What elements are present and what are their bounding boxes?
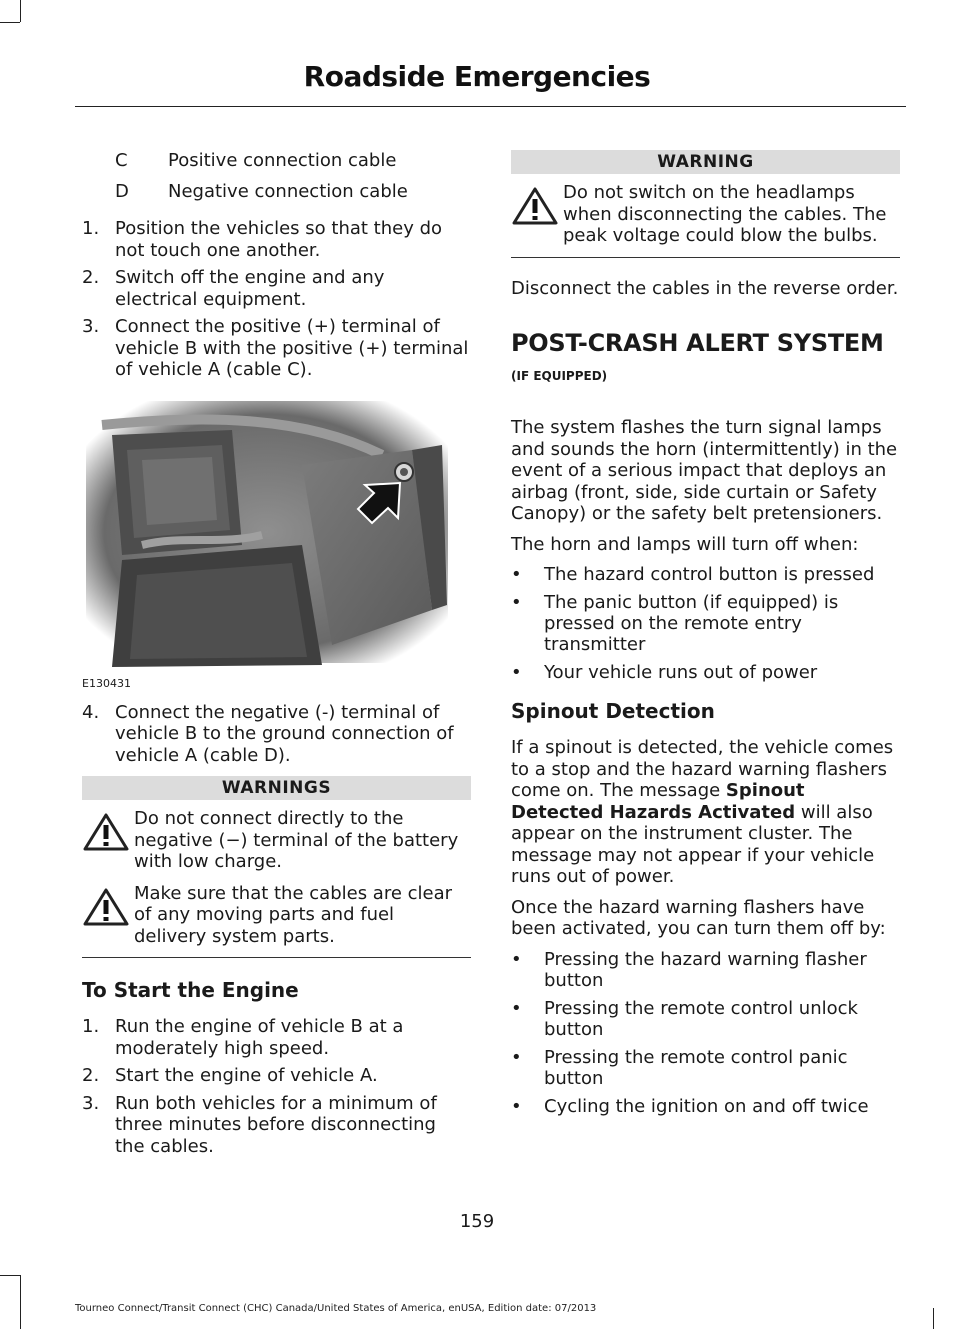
- step-number: 3.: [82, 1092, 100, 1114]
- warnings-heading: WARNINGS: [82, 776, 471, 800]
- page-title: Roadside Emergencies: [303, 60, 651, 93]
- legend-list: [82, 150, 471, 202]
- legend-label: Positive connection cable: [168, 150, 397, 171]
- warning-heading: WARNING: [511, 150, 900, 174]
- step-text: Run the engine of vehicle B at a moderately high speed.: [115, 1016, 404, 1059]
- list-item: [511, 592, 900, 655]
- step-text: Position the vehicles so that they do not touch one another.: [115, 218, 443, 261]
- body-text: Once the hazard warning flashers have been activated, you can turn them off by:: [511, 896, 886, 939]
- step-number: 2.: [82, 1065, 100, 1086]
- warning-text: Do not switch on the headlamps when disconnecting the cables. The peak voltage could blow the bulbs.: [563, 182, 887, 246]
- legend-item: [82, 181, 471, 202]
- crop-mark: [20, 0, 21, 22]
- header-divider: [75, 106, 906, 107]
- bullet-text: Your vehicle runs out of power: [544, 662, 818, 683]
- warning-text: Make sure that the cables are clear of any moving parts and fuel delivery system parts.: [134, 882, 453, 947]
- step-number: 4.: [82, 701, 100, 723]
- warning-text: Do not connect directly to the negative (−) terminal of the battery with low charge.: [134, 808, 459, 872]
- body-text: The system flashes the turn signal lamps and sounds the horn (intermittently) in the event of a serious impact that deploys an airbag (front, side, side curtain or Safety Canopy) or the safety belt pretensioners.: [511, 417, 898, 524]
- legend-key: D: [115, 181, 129, 202]
- bullet-icon: •: [511, 592, 522, 613]
- bullet-text: The hazard control button is pressed: [544, 564, 875, 585]
- bullet-icon: •: [511, 997, 522, 1019]
- bullet-text: Pressing the hazard warning flasher button: [544, 948, 867, 991]
- footer-text: Tourneo Connect/Transit Connect (CHC) Canada/United States of America, enUSA, Edition date: 07/2013: [75, 1303, 597, 1314]
- step-number: 1.: [82, 218, 100, 239]
- steps-list: [82, 218, 471, 381]
- step-text: Connect the negative (-) terminal of vehicle B to the ground connection of vehicle A (cable D).: [115, 701, 454, 766]
- bullet-icon: •: [511, 1046, 522, 1068]
- legend-item: [82, 150, 471, 171]
- warning-divider: [82, 957, 471, 958]
- list-item: [82, 1093, 471, 1158]
- message-text: Spinout Detected Hazards Activated: [511, 780, 805, 823]
- body-text: Disconnect the cables in the reverse order.: [511, 277, 899, 299]
- warning-item: [511, 182, 900, 247]
- crop-mark: [20, 1275, 21, 1329]
- bullet-text: Pressing the remote control unlock button: [544, 997, 858, 1040]
- engine-bay-photo: [82, 395, 471, 675]
- list-item: [511, 662, 900, 683]
- bullet-text: The panic button (if equipped) is pressed on the remote entry transmitter: [544, 592, 839, 655]
- list-item: [511, 564, 900, 585]
- warning-item: [82, 883, 471, 948]
- list-item: [511, 1096, 900, 1117]
- step-text: Switch off the engine and any electrical equipment.: [115, 267, 385, 310]
- equipped-note: (IF EQUIPPED): [511, 369, 608, 383]
- warning-divider: [511, 257, 900, 258]
- bullet-icon: •: [511, 1095, 522, 1117]
- body-text: The horn and lamps will turn off when:: [511, 533, 859, 555]
- list-item: [82, 1016, 471, 1059]
- bullet-text: Pressing the remote control panic button: [544, 1046, 848, 1089]
- section-heading: Spinout Detection: [511, 699, 715, 723]
- warning-triangle-icon: [82, 883, 134, 948]
- spinout-paragraph: [511, 737, 900, 888]
- warning-triangle-icon: [511, 182, 563, 247]
- step-text: Run both vehicles for a minimum of three minutes before disconnecting the cables.: [115, 1092, 437, 1157]
- list-item: [511, 1047, 900, 1089]
- list-item: [511, 998, 900, 1040]
- bullet-text: Cycling the ignition on and off twice: [544, 1095, 869, 1117]
- list-item: [82, 218, 471, 261]
- crop-mark: [0, 22, 20, 23]
- page-number: 159: [459, 1211, 495, 1232]
- list-item: [82, 267, 471, 310]
- left-column: [82, 150, 471, 1163]
- bullet-list: [511, 949, 900, 1117]
- warning-triangle-icon: [82, 808, 134, 873]
- crop-mark: [0, 1275, 20, 1276]
- right-column: [511, 150, 900, 1124]
- body-text: If a spinout is detected, the vehicle comes to a stop and the hazard warning flashers come on. The message: [511, 737, 894, 801]
- step-text: Start the engine of vehicle A.: [115, 1065, 378, 1086]
- section-heading: POST-CRASH ALERT SYSTEM: [511, 329, 884, 357]
- bullet-icon: •: [511, 564, 522, 585]
- figure-id: E130431: [82, 676, 131, 690]
- list-item: [511, 949, 900, 991]
- bullet-icon: •: [511, 948, 522, 970]
- step-number: 3.: [82, 316, 100, 337]
- step-number: 2.: [82, 267, 100, 288]
- bullet-icon: •: [511, 662, 522, 683]
- warning-item: [82, 808, 471, 873]
- start-steps-list: [82, 1016, 471, 1157]
- step-number: 1.: [82, 1016, 100, 1037]
- list-item: [82, 702, 471, 767]
- section-heading: To Start the Engine: [82, 978, 299, 1002]
- crop-mark: [933, 1308, 934, 1329]
- list-item: [82, 1065, 471, 1087]
- legend-key: C: [115, 150, 128, 171]
- legend-label: Negative connection cable: [168, 181, 408, 202]
- list-item: [82, 316, 471, 381]
- body-text: will also appear on the instrument cluster. The message may not appear if your vehicle runs out of power.: [511, 801, 875, 887]
- bullet-list: [511, 564, 900, 683]
- step-text: Connect the positive (+) terminal of vehicle B with the positive (+) terminal of vehicle A (cable C).: [115, 316, 469, 380]
